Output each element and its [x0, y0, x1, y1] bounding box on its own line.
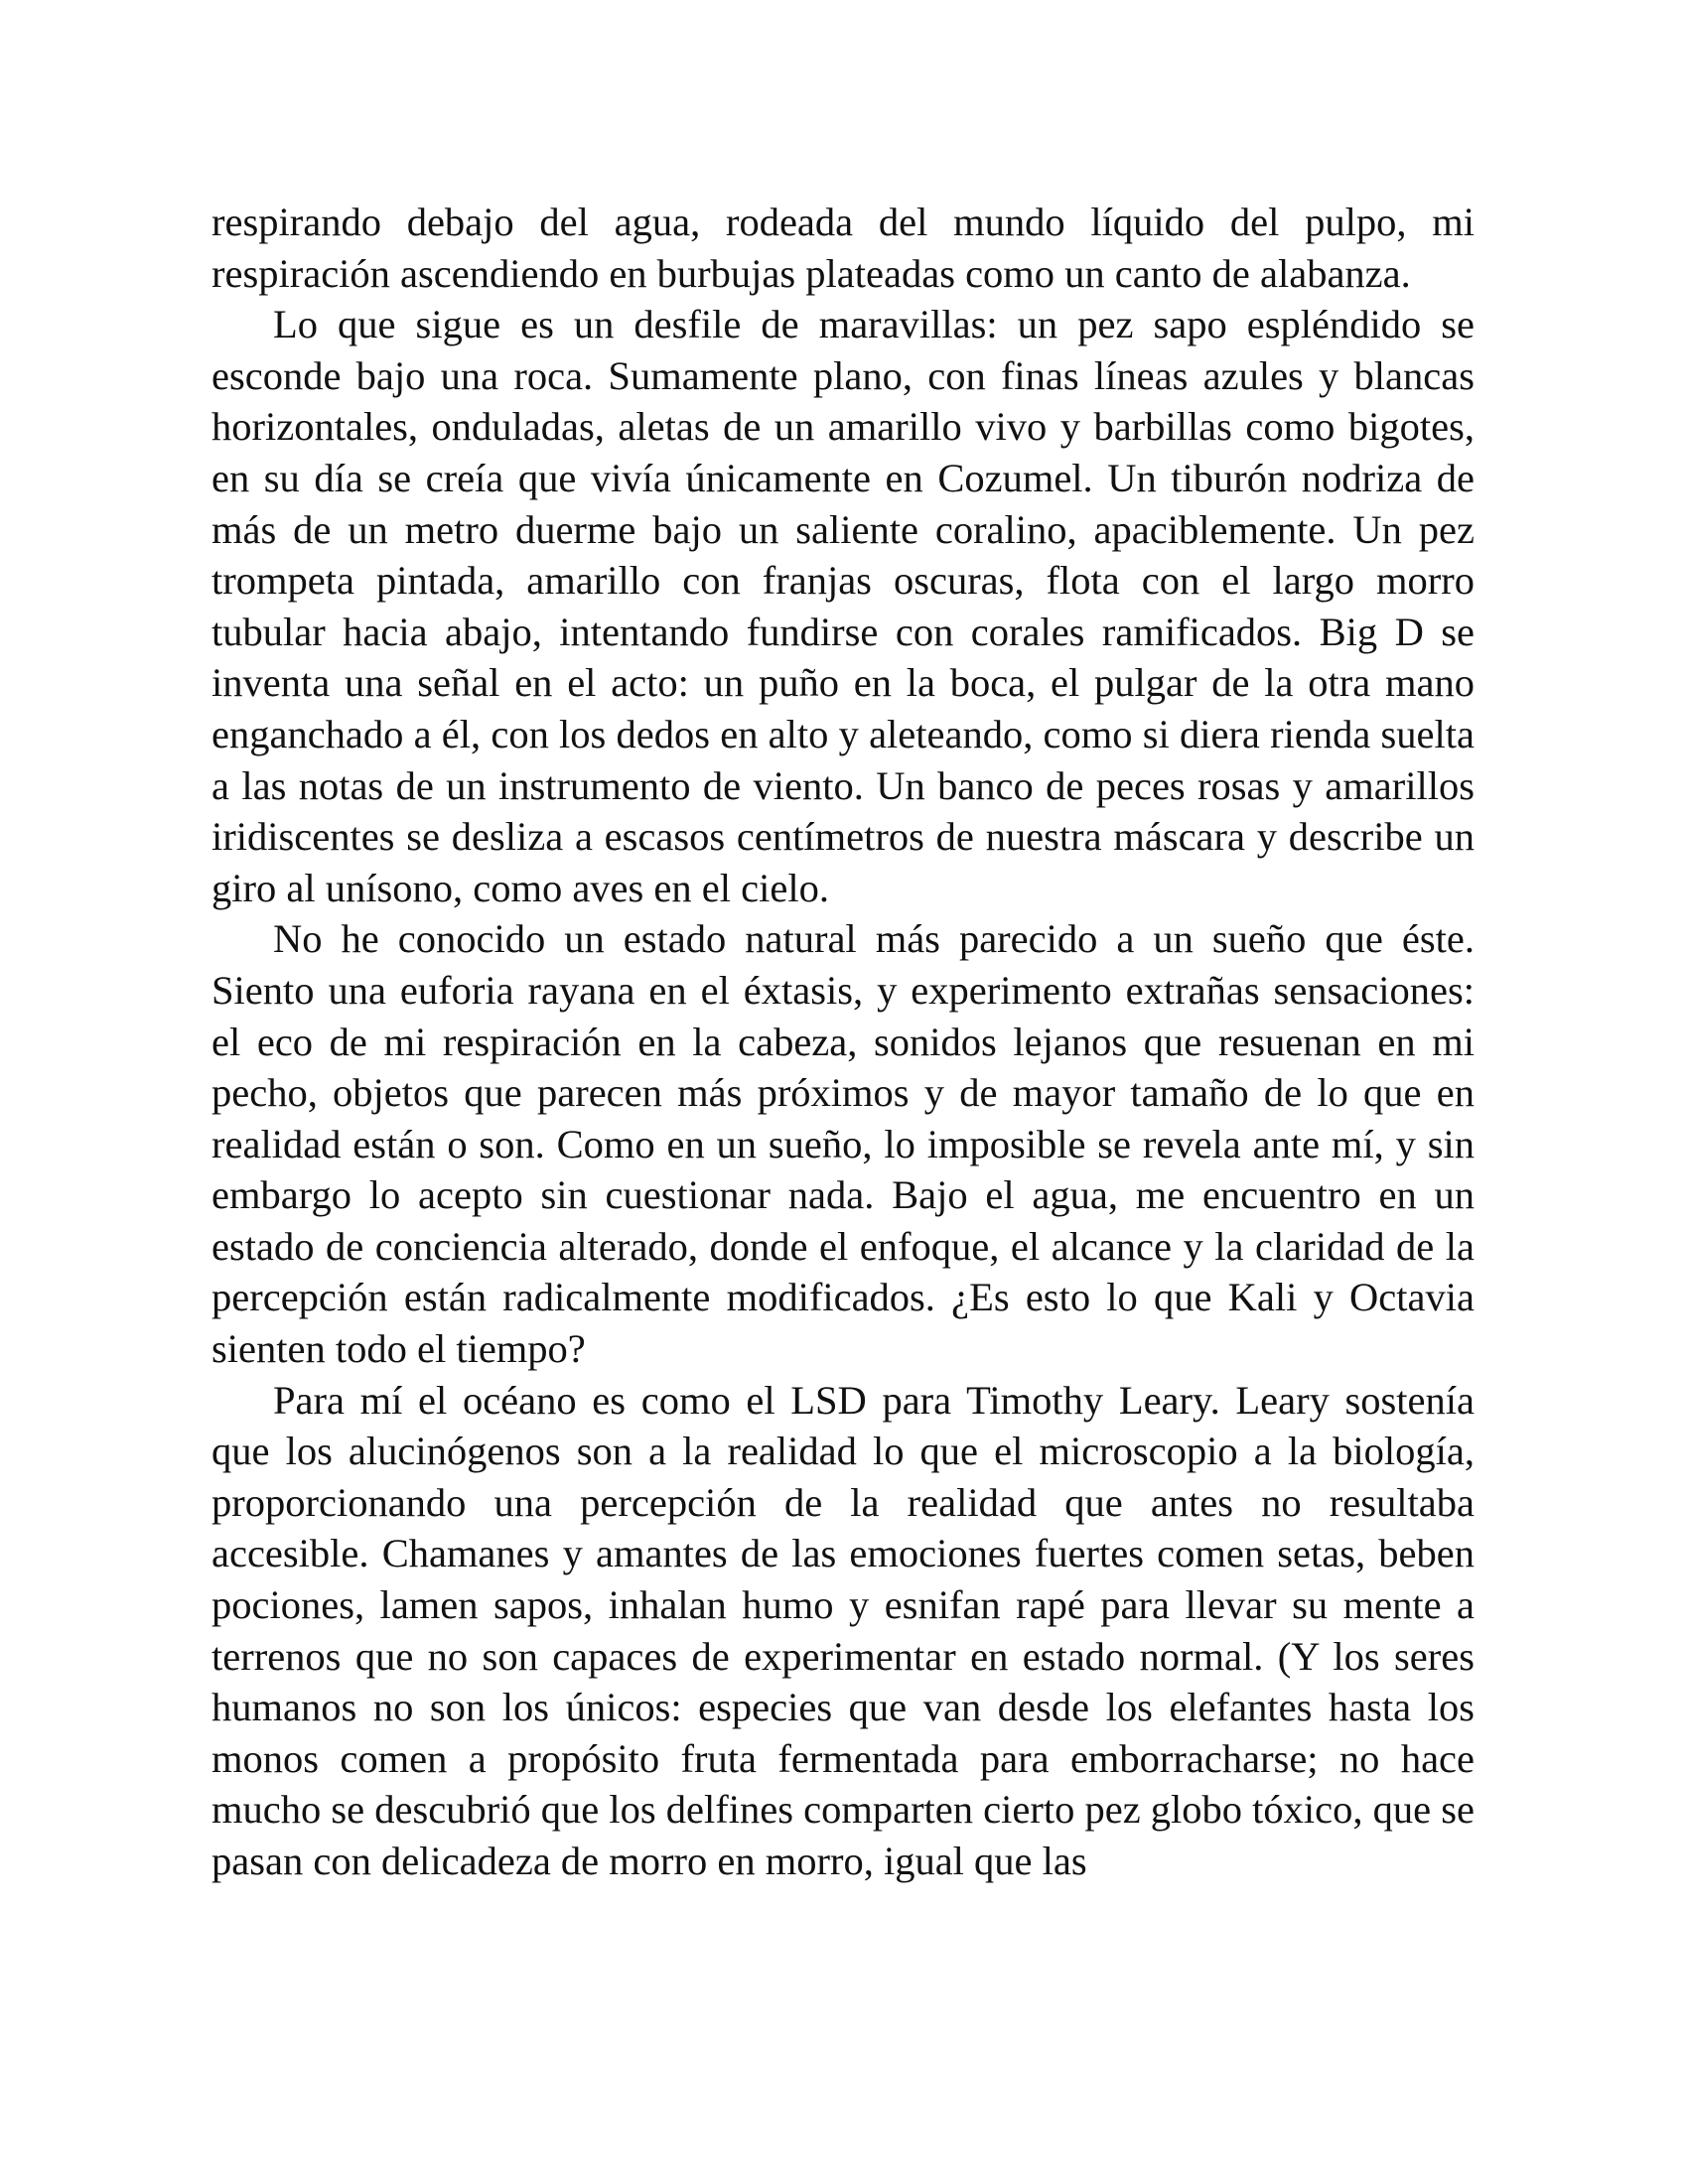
- paragraph-estado-natural: No he conocido un estado natural más parecido a un sueño que éste. Siento una euforia rayana en el éxtasis, y experimento extrañas sensaciones: el eco de mi respiración en la cabeza, sonidos lejanos que resuenan en mi pecho, objetos que parecen más próximos y de mayor tamaño de lo que en realidad están o son. Como en un sueño, lo imposible se revela ante mí, y sin embargo lo acepto sin cuestionar nada. Bajo el agua, me encuentro en un estado de conciencia alterado, donde el enfoque, el alcance y la claridad de la percepción están radicalmente modificados. ¿Es esto lo que Kali y Octavia sienten todo el tiempo?: [211, 916, 1475, 1372]
- page-body: [211, 197, 1475, 1887]
- paragraph-oceano-lsd: Para mí el océano es como el LSD para Timothy Leary. Leary sostenía que los alucinógenos son a la realidad lo que el microscopio a la biología, proporcionando una percepción de la realidad que antes no resultaba accesible. Chamanes y amantes de las emociones fuertes comen setas, beben pociones, lamen sapos, inhalan humo y esnifan rapé para llevar su mente a terrenos que no son capaces de experimentar en estado normal. (Y los seres humanos no son los únicos: especies que van desde los elefantes hasta los monos comen a propósito fruta fermentada para emborracharse; no hace mucho se descubrió que los delfines comparten cierto pez globo tóxico, que se pasan con delicadeza de morro en morro, igual que las: [211, 1377, 1475, 1883]
- paragraph-desfile-de-maravillas: Lo que sigue es un desfile de maravillas: un pez sapo espléndido se esconde bajo una roca. Sumamente plano, con finas líneas azules y blancas horizontales, onduladas, aletas de un amarillo vivo y barbillas como bigotes, en su día se creía que vivía únicamente en Cozumel. Un tiburón nodriza de más de un metro duerme bajo un saliente coralino, apaciblemente. Un pez trompeta pintada, amarillo con franjas oscuras, flota con el largo morro tubular hacia abajo, intentando fundirse con corales ramificados. Big D se inventa una señal en el acto: un puño en la boca, el pulgar de la otra mano enganchado a él, con los dedos en alto y aleteando, como si diera rienda suelta a las notas de un instrumento de viento. Un banco de peces rosas y amarillos iridiscentes se desliza a escasos centímetros de nuestra máscara y describe un giro al unísono, como aves en el cielo.: [211, 302, 1475, 910]
- paragraph-continuation: respirando debajo del agua, rodeada del mundo líquido del pulpo, mi respiración ascendiendo en burbujas plateadas como un canto de alabanza.: [211, 200, 1475, 296]
